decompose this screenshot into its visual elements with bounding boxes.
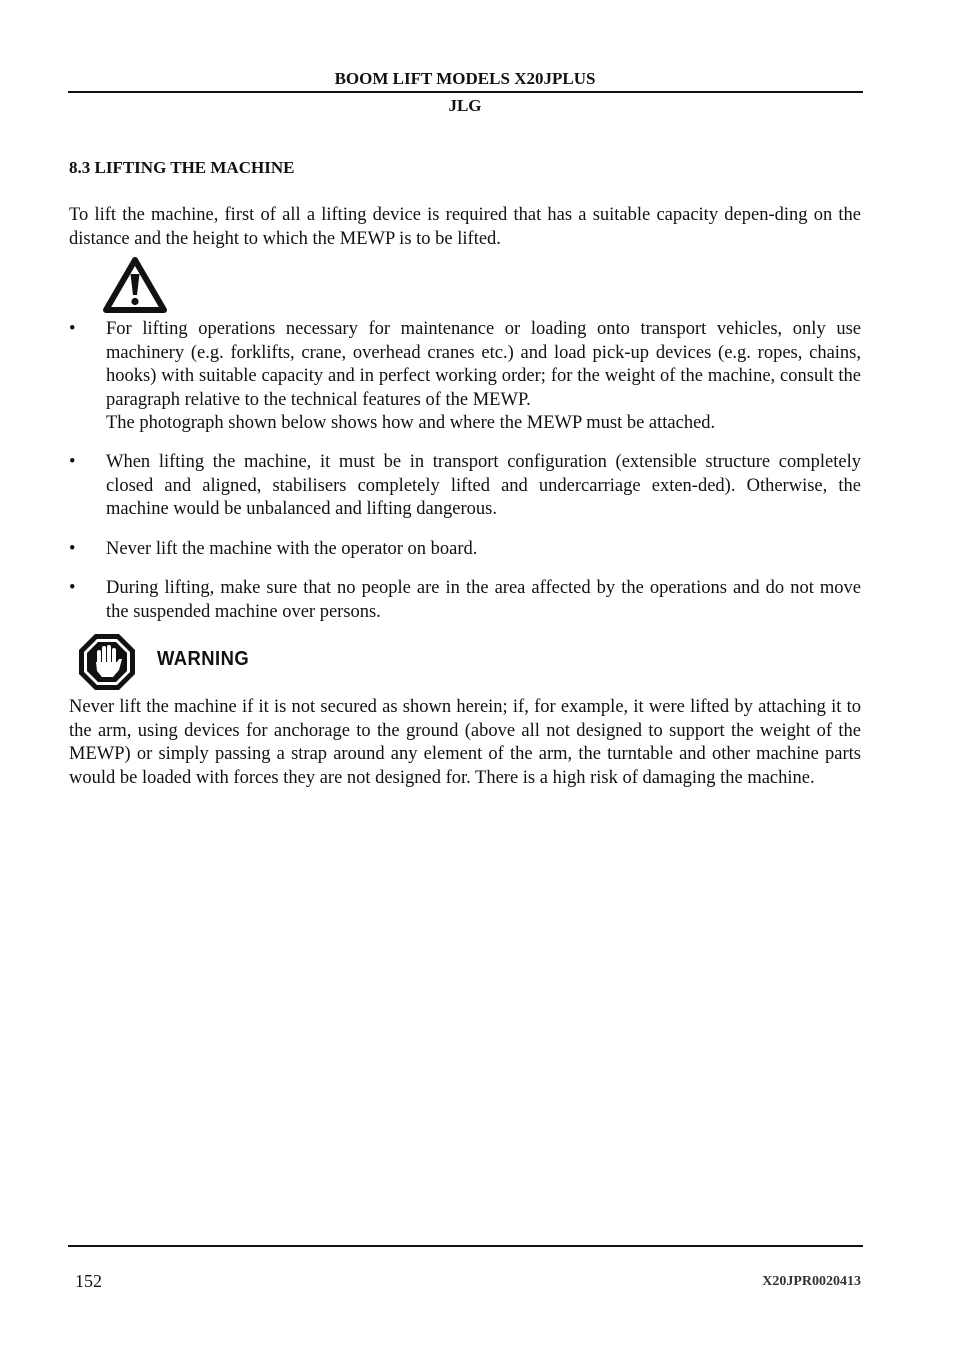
- list-item: [69, 538, 861, 562]
- bullet-marker: •: [69, 578, 76, 598]
- warning-label: WARNING: [157, 648, 250, 670]
- page-number: 152: [75, 1271, 102, 1291]
- bullet-text: When lifting the machine, it must be in transport configuration (extensible structure completely closed and aligned, stabilisers completely lifted and undercarriage exten-ded). Otherwise, the machine would be unbalanced and lifting dangerous.: [106, 452, 861, 519]
- bullet-text: During lifting, make sure that no people are in the area affected by the operations and do not move the suspended machine over persons.: [106, 578, 861, 622]
- header-brand: JLG: [448, 96, 482, 115]
- bullet-marker: •: [69, 539, 76, 559]
- list-item: [69, 451, 861, 522]
- bullet-marker: •: [69, 319, 76, 339]
- bullet-text: Never lift the machine with the operator on board.: [106, 539, 478, 559]
- footer-rule: [68, 1245, 863, 1247]
- list-item: [69, 577, 861, 624]
- header-title: BOOM LIFT MODELS X20JPLUS: [334, 69, 596, 88]
- caution-triangle-icon: [103, 257, 167, 318]
- section-title: 8.3 LIFTING THE MACHINE: [69, 158, 295, 177]
- warning-paragraph: Never lift the machine if it is not secured as shown herein; if, for example, it were lifted by attaching it to the arm, using devices for anchorage to the ground (above all not designed to support the weight of the MEWP) or simply passing a strap around any element of the arm, the turntable and other machine parts would be loaded with forces they are not designed for. There is a high risk of damaging the machine.: [69, 697, 861, 788]
- stop-hand-icon: [77, 632, 137, 697]
- bullet-text: For lifting operations necessary for maintenance or loading onto transport vehicles, only use machinery (e.g. forklifts, crane, overhead cranes etc.) and load pick-up devices (e.g. ropes, chains, hooks) with suitable capacity and in perfect working order; for the weight of the machine, consult the paragraph relative to the technical features of the MEWP.: [106, 319, 861, 410]
- header-rule: [68, 91, 863, 93]
- list-item: [69, 318, 861, 436]
- bullet-text: The photograph shown below shows how and where the MEWP must be attached.: [106, 413, 716, 433]
- bullet-marker: •: [69, 452, 76, 472]
- intro-paragraph: To lift the machine, first of all a lifting device is required that has a suitable capacity depen-ding on the distance and the height to which the MEWP is to be lifted.: [69, 205, 861, 249]
- document-code: X20JPR0020413: [762, 1274, 861, 1289]
